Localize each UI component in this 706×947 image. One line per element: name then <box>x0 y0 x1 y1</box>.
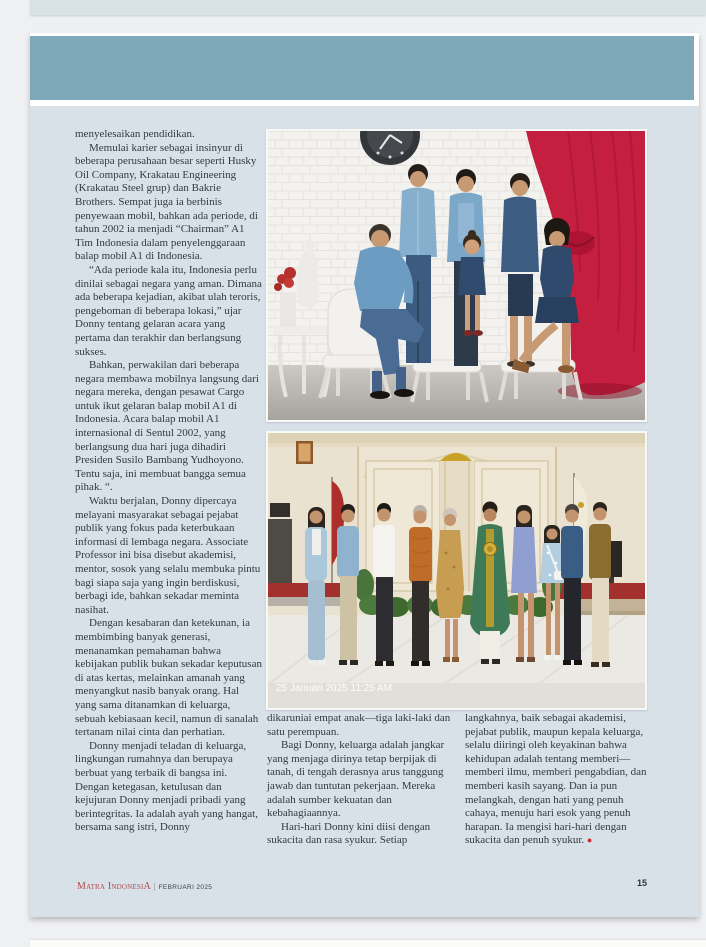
article-column-middle <box>267 712 455 848</box>
issue-date: FEBRUARI 2025 <box>158 884 213 891</box>
paragraph: menyelesaikan pendidikan. <box>75 128 195 140</box>
photo-timestamp-watermark: 25 Januari 2025 11:25 AM <box>276 683 393 694</box>
paragraph-text: langkahnya, baik sebagai akademisi, pejabat publik, maupun kepala keluarga, selalu diiringi oleh keyakinan bahwa kehidupan adalah tentang memberi—memberi ilmu, memberi pengabdian, dan memberi kasih sayang. Dan ia pun melangkah, dengan hati yang penuh cahaya, menuju hari esok yang penuh harapan. Ia mengisi hari-hari dengan sukacita dan penuh syukur. <box>465 712 647 847</box>
paragraph: Hari-hari Donny kini diisi dengan sukacita dan rasa syukur. Setiap <box>267 820 431 847</box>
official-group-photo <box>266 431 647 710</box>
magazine-name: Matra IndonesiA <box>77 881 151 892</box>
official-group-illustration <box>268 433 645 708</box>
next-page-edge <box>30 940 706 947</box>
family-portrait-illustration <box>268 131 645 420</box>
footer-separator: | <box>153 882 156 891</box>
paragraph: Bagi Donny, keluarga adalah jangkar yang menjaga dirinya tetap berpijak di tanah, di tengah derasnya arus tanggung jawab dan tuntutan pekerjaan. Mereka adalah sumber kekuatan dan kebahagiaannya. <box>267 739 445 820</box>
page-footer <box>77 876 655 892</box>
cornice <box>268 433 645 443</box>
paragraph: “Ada periode kala itu, Indonesia perlu dinilai sebagai negara yang aman. Dimana ada beberapa kejadian, akibat ulah teroris, pengeboman di beberapa lokasi,” ujar Donny tentang gelaran acara yang pertama dan terakhir dan berlangsung sukses. <box>75 263 262 358</box>
paragraph: Bahkan, perwakilan dari beberapa negara membawa mobilnya langsung dari negara mereka, dengan pesawat Cargo untuk ikut gelaran balap mobil A1 di Indonesia. Acara balap mobil A1 internasional di Sentul 2002, yang berlangsung dua hari juga dihadiri Presiden Susilo Bambang Yudhoyono. Tentu saja, ini membuat bangga semua pihak. “. <box>75 359 259 494</box>
presidential-portrait <box>296 441 313 464</box>
previous-page-edge <box>30 0 706 15</box>
header-band <box>30 36 694 100</box>
paragraph <box>465 712 655 848</box>
family-portrait-photo <box>266 129 647 422</box>
group-person-4 <box>409 505 432 666</box>
article-column-right <box>465 712 655 848</box>
article-column-left <box>75 128 263 835</box>
group-person-2 <box>337 504 359 665</box>
magazine-page <box>30 33 699 917</box>
group-person-3 <box>373 503 395 666</box>
article-end-mark: ● <box>586 835 593 846</box>
group-person-1 <box>305 507 327 665</box>
group-person-9 <box>561 504 583 665</box>
paragraph: Dengan kesabaran dan ketekunan, ia membimbing banyak generasi, menanamkan pemahaman bahwa kebijakan publik bukan sekadar keputusan di atas kertas, melainkan amanah yang menyangkut nasib banyak orang. Hal yang sama ditanamkan di keluarga, sebuah kebiasaan kecil, namun di sanalah tertanam nilai cinta dan perhatian. <box>75 617 262 739</box>
paragraph: Waktu berjalan, Donny dipercaya melayani masyarakat sebagai pejabat publik yang fokus pada keterbukaan informasi di lembaga negara. Associate Professor ini bisa disebut akademisi, mentor, sosok yang selalu membuka pintu bagi siapa saja yang ingin berdiskusi, berbagi ide, bahkan sekadar meminta nasihat. <box>75 495 261 616</box>
page-number: 15 <box>637 878 648 888</box>
paragraph: Donny menjadi teladan di keluarga, lingkungan rumahnya dan berupaya berbuat yang terbaik di bangsa ini. Dengan ketegasan, ketulusan dan kejujuran Donny menjadi pribadi yang berintegritas. Ia adalah ayah yang hangat, bersama sang istri, Donny <box>75 739 258 834</box>
group-person-10 <box>589 502 611 667</box>
paragraph: Memulai karier sebagai insinyur di beberapa perusahaan besar seperti Husky Oil Company, Krakatau Engineering (Krakatau Steel grup) dan Bakrie Brothers. Sempat juga ia berbinis penyewaan mobil, bahkan ada periode, di tahun 2002 ia menjadi “Chairman” A1 Tim Indonesia dalam penyelenggaraan balap mobil A1 di Indonesia. <box>75 141 258 263</box>
paragraph: dikaruniai empat anak—tiga laki-laki dan satu perempuan. <box>267 712 451 738</box>
